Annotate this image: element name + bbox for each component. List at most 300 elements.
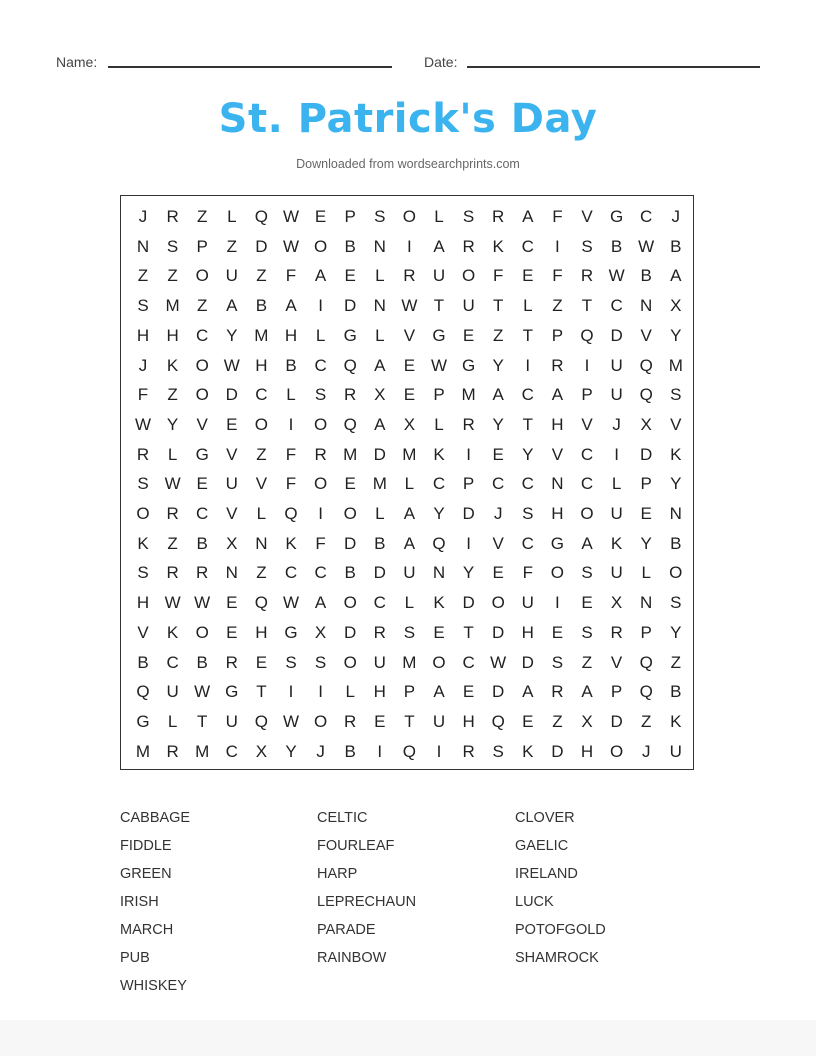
- grid-letter: U: [610, 563, 623, 583]
- grid-letter: U: [462, 296, 475, 316]
- grid-letter: M: [254, 325, 269, 345]
- word-list-item: POTOFGOLD: [515, 922, 606, 938]
- grid-letter: S: [581, 563, 593, 583]
- grid-letter: X: [314, 622, 327, 642]
- grid-letter: R: [462, 741, 475, 761]
- grid-letter: D: [344, 533, 357, 553]
- footer-band: [0, 1020, 816, 1056]
- name-label: Name:: [56, 54, 98, 70]
- grid-letter: K: [492, 236, 504, 256]
- grid-letter: L: [523, 296, 533, 316]
- grid-row: [121, 380, 693, 410]
- grid-letter: U: [610, 504, 623, 523]
- date-line[interactable]: [467, 66, 760, 68]
- grid-letter: B: [640, 266, 652, 286]
- grid-letter: C: [432, 474, 446, 494]
- grid-letter: O: [343, 593, 357, 613]
- grid-letter: V: [255, 474, 268, 494]
- word-list-item: GAELIC: [515, 838, 569, 854]
- grid-letter: C: [492, 474, 505, 494]
- grid-letter: T: [463, 622, 474, 642]
- grid-letter: L: [375, 266, 385, 286]
- grid-letter: L: [345, 682, 355, 702]
- grid-letter: N: [432, 563, 446, 583]
- grid-row: [121, 291, 693, 321]
- grid-letter: O: [491, 593, 505, 613]
- grid-letter: O: [461, 266, 476, 286]
- grid-letter: D: [521, 652, 534, 672]
- grid-letter: D: [225, 385, 238, 405]
- grid-letter: E: [403, 385, 416, 405]
- grid-letter: E: [344, 474, 356, 494]
- grid-letter: O: [313, 711, 328, 731]
- grid-letter: C: [521, 474, 534, 494]
- grid-letter: T: [196, 711, 208, 731]
- grid-letter: X: [581, 711, 593, 731]
- grid-letter: X: [374, 385, 386, 405]
- grid-row: [121, 737, 693, 767]
- grid-letter: S: [581, 622, 593, 642]
- grid-row: [121, 558, 693, 588]
- grid-letter: U: [225, 474, 238, 494]
- grid-letter: X: [403, 414, 416, 434]
- grid-letter: Q: [254, 207, 268, 226]
- grid-letter: D: [462, 504, 475, 523]
- grid-letter: Z: [196, 296, 208, 316]
- grid-letter: T: [433, 296, 445, 316]
- grid-letter: I: [555, 236, 560, 256]
- grid-row: [121, 469, 693, 499]
- grid-letter: Y: [670, 325, 682, 345]
- grid-letter: Z: [552, 711, 563, 731]
- grid-letter: K: [166, 622, 179, 642]
- grid-letter: I: [525, 355, 531, 375]
- grid-letter: R: [373, 622, 386, 642]
- grid-letter: B: [344, 741, 356, 761]
- grid-letter: S: [403, 622, 416, 642]
- grid-letter: A: [522, 682, 534, 702]
- grid-letter: Z: [167, 533, 178, 553]
- grid-letter: W: [134, 414, 152, 434]
- grid-letter: P: [610, 682, 623, 702]
- grid-letter: N: [373, 236, 386, 256]
- name-line[interactable]: [108, 66, 392, 68]
- grid-letter: B: [670, 533, 682, 553]
- grid-letter: F: [492, 266, 504, 286]
- grid-letter: J: [316, 741, 325, 761]
- grid-letter: Z: [256, 444, 267, 464]
- grid-letter: I: [288, 682, 294, 702]
- grid-letter: L: [315, 325, 326, 345]
- grid-letter: S: [374, 207, 386, 226]
- grid-letter: U: [373, 652, 386, 672]
- grid-letter: W: [194, 593, 211, 613]
- grid-letter: A: [226, 296, 238, 316]
- grid-letter: F: [552, 266, 563, 286]
- grid-letter: O: [550, 563, 564, 583]
- grid-letter: H: [551, 504, 564, 523]
- grid-letter: U: [669, 741, 682, 761]
- grid-letter: D: [373, 563, 386, 583]
- grid-letter: B: [285, 355, 297, 375]
- grid-letter: R: [344, 385, 357, 405]
- grid-letter: Y: [492, 355, 504, 375]
- grid-letter: C: [225, 741, 238, 761]
- grid-letter: W: [164, 593, 181, 613]
- grid-letter: Z: [226, 236, 237, 256]
- grid-letter: G: [609, 207, 624, 226]
- grid-letter: C: [462, 652, 475, 672]
- grid-letter: G: [461, 355, 476, 375]
- grid-letter: X: [670, 296, 682, 316]
- grid-letter: B: [196, 652, 208, 672]
- grid-letter: Z: [167, 385, 178, 405]
- grid-letter: Y: [226, 325, 238, 345]
- grid-letter: H: [136, 593, 150, 613]
- grid-letter: F: [285, 444, 297, 464]
- word-list-item: SHAMROCK: [515, 950, 599, 966]
- word-list-item: LEPRECHAUN: [317, 894, 417, 910]
- grid-letter: D: [610, 325, 623, 345]
- grid-letter: Y: [285, 741, 297, 761]
- grid-letter: R: [462, 236, 475, 256]
- grid-letter: Z: [492, 325, 504, 345]
- grid-letter: H: [521, 622, 534, 642]
- word-list-item: PUB: [120, 950, 150, 966]
- grid-letter: U: [610, 385, 623, 405]
- grid-letter: Q: [432, 533, 446, 553]
- grid-letter: W: [282, 207, 300, 226]
- grid-letter: U: [225, 266, 238, 286]
- grid-letter: P: [196, 236, 208, 256]
- grid-letter: I: [466, 444, 471, 464]
- grid-letter: S: [670, 593, 682, 613]
- grid-letter: G: [550, 533, 564, 553]
- grid-letter: F: [315, 533, 326, 553]
- grid-letter: K: [610, 533, 623, 553]
- grid-letter: U: [166, 682, 179, 702]
- grid-letter: L: [286, 385, 296, 405]
- grid-letter: D: [551, 741, 564, 761]
- grid-letter: D: [462, 593, 475, 613]
- grid-letter: B: [670, 236, 682, 256]
- grid-letter: L: [641, 563, 651, 583]
- grid-letter: O: [669, 563, 683, 583]
- word-list-item: FOURLEAF: [317, 838, 395, 854]
- page-title: St. Patrick's Day: [218, 96, 598, 142]
- grid-letter: R: [166, 741, 179, 761]
- grid-letter: B: [610, 236, 623, 256]
- grid-letter: V: [581, 414, 593, 434]
- grid-letter: Y: [670, 622, 682, 642]
- grid-letter: C: [196, 325, 209, 345]
- grid-letter: Q: [639, 355, 653, 375]
- grid-row: [121, 677, 693, 707]
- grid-letter: O: [195, 622, 209, 642]
- grid-letter: S: [522, 504, 534, 523]
- grid-letter: P: [433, 385, 445, 405]
- grid-row: [121, 440, 693, 470]
- grid-letter: L: [375, 325, 385, 345]
- grid-letter: V: [581, 207, 593, 226]
- grid-letter: O: [195, 355, 209, 375]
- grid-letter: H: [255, 355, 268, 375]
- grid-letter: R: [166, 504, 179, 523]
- grid-letter: H: [551, 414, 564, 434]
- grid-letter: P: [344, 207, 356, 226]
- grid-row: [121, 351, 693, 381]
- grid-letter: Q: [284, 504, 298, 523]
- grid-letter: F: [552, 207, 563, 226]
- word-list-item: WHISKEY: [120, 978, 187, 994]
- grid-letter: V: [492, 533, 504, 553]
- grid-letter: W: [282, 593, 300, 613]
- grid-letter: B: [374, 533, 386, 553]
- grid-letter: R: [166, 207, 179, 226]
- grid-letter: V: [670, 414, 682, 434]
- grid-letter: O: [313, 414, 328, 434]
- grid-letter: A: [374, 414, 386, 434]
- grid-letter: A: [285, 296, 297, 316]
- grid-letter: L: [434, 414, 444, 434]
- grid-letter: M: [195, 741, 210, 761]
- grid-letter: C: [521, 236, 534, 256]
- grid-letter: N: [136, 236, 150, 256]
- grid-letter: A: [314, 593, 327, 613]
- grid-letter: N: [669, 504, 682, 523]
- grid-letter: E: [314, 207, 327, 226]
- grid-letter: H: [166, 325, 179, 345]
- grid-letter: A: [403, 533, 416, 553]
- grid-letter: N: [640, 593, 653, 613]
- grid-letter: F: [285, 474, 297, 494]
- grid-letter: R: [403, 266, 416, 286]
- grid-letter: B: [255, 296, 268, 316]
- grid-letter: V: [196, 414, 208, 434]
- grid-letter: I: [436, 741, 442, 761]
- grid-letter: U: [225, 711, 238, 731]
- grid-letter: R: [196, 563, 209, 583]
- grid-letter: P: [640, 474, 652, 494]
- grid-letter: M: [402, 444, 417, 464]
- grid-row: [121, 232, 693, 262]
- grid-letter: B: [670, 682, 682, 702]
- grid-letter: K: [285, 533, 297, 553]
- grid-letter: E: [255, 652, 268, 672]
- grid-letter: Q: [639, 682, 653, 702]
- grid-letter: C: [166, 652, 179, 672]
- grid-letter: R: [462, 414, 475, 434]
- grid-letter: R: [610, 622, 623, 642]
- grid-letter: J: [138, 355, 148, 375]
- grid-letter: L: [404, 593, 415, 613]
- grid-letter: A: [433, 236, 445, 256]
- grid-letter: T: [492, 296, 504, 316]
- grid-letter: S: [314, 652, 327, 672]
- grid-letter: K: [433, 593, 445, 613]
- word-list-item: MARCH: [120, 922, 174, 938]
- grid-letter: Y: [462, 563, 475, 583]
- grid-letter: E: [433, 622, 445, 642]
- grid-letter: R: [314, 444, 327, 464]
- grid-letter: I: [466, 533, 471, 553]
- grid-letter: L: [611, 474, 622, 494]
- grid-letter: Q: [343, 355, 357, 375]
- grid-letter: E: [196, 474, 208, 494]
- grid-letter: A: [374, 355, 386, 375]
- grid-letter: Q: [136, 682, 150, 702]
- grid-row: [121, 707, 693, 737]
- grid-letter: F: [137, 385, 149, 405]
- grid-letter: G: [284, 622, 298, 642]
- grid-letter: W: [430, 355, 448, 375]
- grid-letter: I: [555, 593, 560, 613]
- grid-letter: Q: [402, 741, 416, 761]
- grid-letter: Z: [167, 266, 178, 286]
- word-list-item: RAINBOW: [317, 950, 387, 966]
- grid-letter: I: [318, 504, 323, 523]
- grid-letter: E: [226, 414, 238, 434]
- grid-letter: Q: [254, 593, 268, 613]
- grid-letter: B: [196, 533, 208, 553]
- grid-letter: M: [343, 444, 358, 464]
- grid-row: [121, 588, 693, 618]
- grid-letter: J: [493, 504, 503, 523]
- grid-letter: K: [137, 533, 149, 553]
- grid-letter: K: [166, 355, 179, 375]
- grid-letter: V: [226, 444, 238, 464]
- grid-letter: E: [551, 622, 564, 642]
- grid-letter: C: [640, 207, 653, 226]
- grid-letter: G: [225, 682, 239, 702]
- grid-letter: M: [165, 296, 180, 316]
- source-note: Downloaded from wordsearchprints.com: [296, 157, 520, 171]
- grid-letter: Z: [137, 266, 149, 286]
- grid-letter: S: [314, 385, 327, 405]
- grid-letter: T: [522, 414, 533, 434]
- grid-letter: V: [137, 622, 149, 642]
- grid-letter: V: [403, 325, 416, 345]
- word-list-item: CLOVER: [515, 810, 575, 826]
- grid-row: [121, 618, 693, 648]
- grid-letter: B: [137, 652, 149, 672]
- grid-letter: C: [196, 504, 209, 523]
- word-list-item: PARADE: [317, 922, 376, 938]
- grid-letter: D: [610, 711, 623, 731]
- grid-letter: I: [407, 236, 412, 256]
- grid-letter: W: [401, 296, 418, 316]
- grid-letter: N: [373, 296, 386, 316]
- grid-letter: R: [166, 563, 179, 583]
- grid-letter: C: [314, 355, 327, 375]
- grid-letter: D: [344, 622, 357, 642]
- grid-letter: V: [551, 444, 564, 464]
- grid-letter: C: [284, 563, 298, 583]
- grid-letter: J: [641, 741, 651, 761]
- grid-letter: T: [404, 711, 415, 731]
- grid-letter: D: [492, 622, 505, 642]
- grid-letter: O: [254, 414, 268, 434]
- grid-letter: E: [522, 711, 534, 731]
- grid-letter: V: [226, 504, 238, 523]
- grid-letter: R: [225, 652, 238, 672]
- grid-letter: A: [581, 533, 593, 553]
- grid-letter: A: [433, 682, 445, 702]
- grid-letter: C: [373, 593, 386, 613]
- grid-letter: E: [522, 266, 534, 286]
- grid-letter: X: [255, 741, 268, 761]
- grid-letter: Q: [639, 385, 653, 405]
- grid-letter: H: [255, 622, 268, 642]
- grid-letter: D: [373, 444, 386, 464]
- grid-letter: A: [670, 266, 682, 286]
- grid-row: [121, 261, 693, 291]
- grid-letter: I: [318, 296, 323, 316]
- grid-letter: H: [580, 741, 594, 761]
- grid-letter: W: [608, 266, 625, 286]
- grid-letter: M: [402, 652, 417, 672]
- grid-letter: Q: [639, 652, 653, 672]
- grid-letter: K: [670, 444, 682, 464]
- grid-letter: L: [167, 444, 178, 464]
- grid-letter: C: [580, 444, 594, 464]
- letter-grid: [120, 195, 694, 770]
- grid-letter: G: [432, 325, 446, 345]
- grid-row: [121, 321, 693, 351]
- grid-letter: L: [227, 207, 237, 226]
- grid-letter: D: [640, 444, 653, 464]
- grid-letter: C: [610, 296, 623, 316]
- grid-letter: Q: [343, 414, 357, 434]
- grid-letter: J: [612, 414, 621, 434]
- grid-row: [121, 410, 693, 440]
- word-list-item: GREEN: [120, 866, 172, 882]
- grid-letter: Z: [256, 266, 267, 286]
- grid-letter: E: [492, 444, 504, 464]
- grid-letter: T: [522, 325, 533, 345]
- grid-letter: Z: [581, 652, 593, 672]
- grid-letter: B: [344, 563, 356, 583]
- grid-letter: U: [432, 711, 446, 731]
- word-list-item: IRELAND: [515, 866, 578, 882]
- grid-letter: E: [344, 266, 356, 286]
- grid-letter: N: [225, 563, 238, 583]
- grid-letter: D: [344, 296, 357, 316]
- grid-letter: O: [136, 504, 150, 523]
- grid-letter: P: [581, 385, 593, 405]
- word-list-item: CELTIC: [317, 810, 368, 826]
- grid-letter: E: [462, 325, 475, 345]
- grid-letter: W: [194, 682, 211, 702]
- grid-letter: L: [375, 504, 385, 523]
- grid-letter: I: [614, 444, 619, 464]
- grid-letter: M: [135, 741, 151, 761]
- word-list-item: IRISH: [120, 894, 159, 910]
- grid-letter: U: [521, 593, 534, 613]
- grid-letter: S: [551, 652, 564, 672]
- grid-letter: C: [580, 474, 594, 494]
- grid-letter: E: [403, 355, 416, 375]
- grid-letter: F: [522, 563, 533, 583]
- grid-letter: R: [580, 266, 594, 286]
- grid-letter: M: [668, 355, 683, 375]
- grid-letter: M: [372, 474, 387, 494]
- grid-letter: S: [166, 236, 179, 256]
- grid-letter: W: [490, 652, 507, 672]
- word-list-item: CABBAGE: [120, 810, 191, 826]
- grid-letter: O: [609, 741, 624, 761]
- grid-letter: I: [377, 741, 383, 761]
